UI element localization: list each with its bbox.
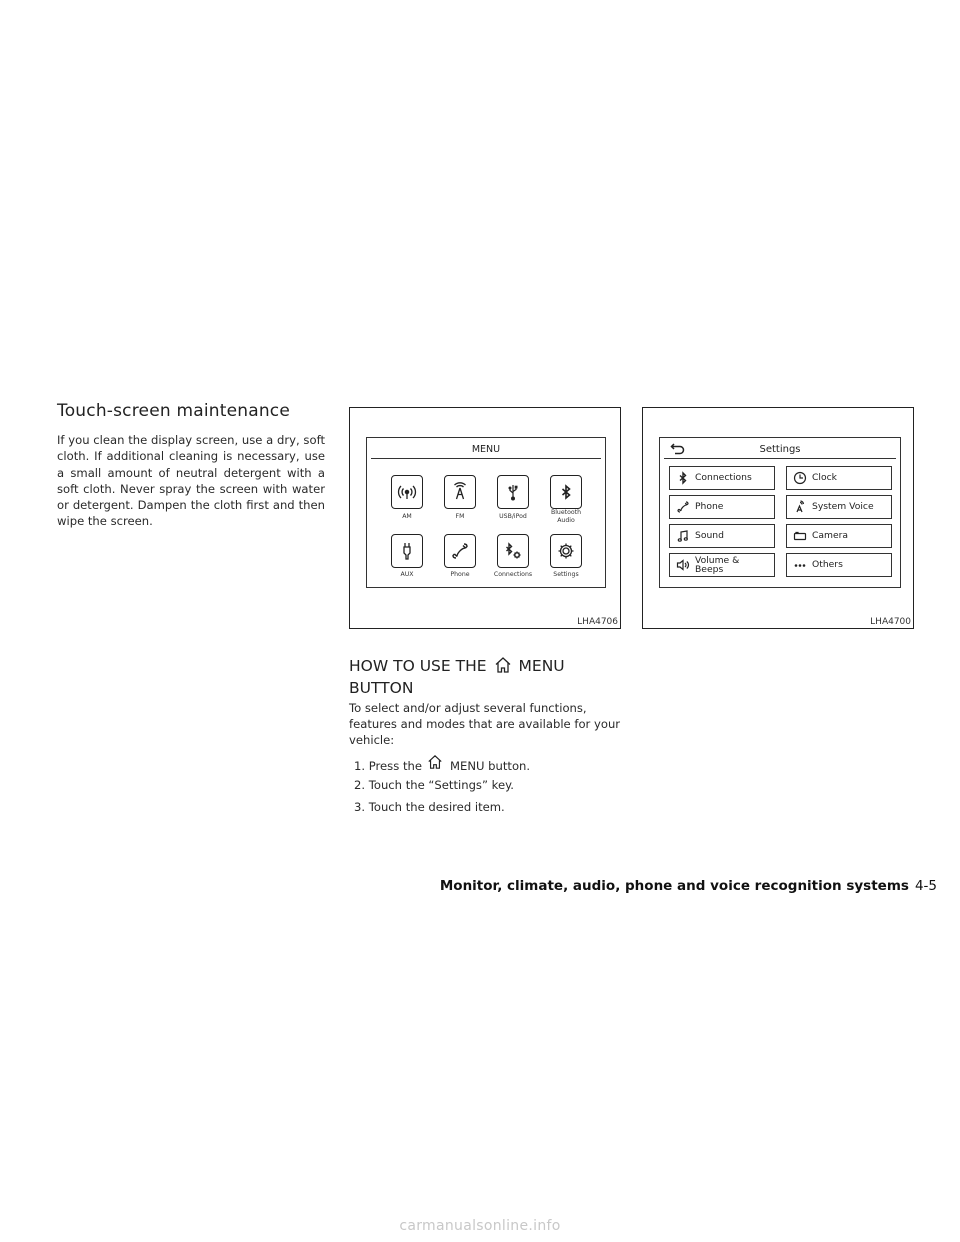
- camera-icon: [793, 529, 807, 543]
- menu-tile-connections[interactable]: [497, 534, 529, 568]
- section-body: If you clean the display screen, use a dry, soft cloth. If additional cleaning is necessary, use a small amount of neutral detergent with a soft cloth. Never spray the screen with water or detergent. Dampen the cloth first and then wipe the screen.: [57, 433, 325, 529]
- step-1: [354, 754, 530, 773]
- howto-title-suffix: MENU: [518, 657, 565, 675]
- settings-button-sound[interactable]: [669, 524, 775, 548]
- fm-radio-icon: [450, 482, 470, 502]
- howto-title: [349, 655, 609, 699]
- settings-button-camera[interactable]: [786, 524, 892, 548]
- bluetooth-gear-icon: [503, 541, 523, 561]
- menu-screen: [366, 437, 606, 588]
- step-2: 2. Touch the “Settings” key.: [354, 778, 514, 792]
- dots-icon: [793, 558, 807, 572]
- menu-tile-am[interactable]: [391, 475, 423, 509]
- menu-tile-aux[interactable]: [391, 534, 423, 568]
- menu-tile-usb[interactable]: [497, 475, 529, 509]
- section-title: Touch-screen maintenance: [57, 401, 291, 421]
- home-icon: [426, 754, 444, 770]
- menu-screen-title: MENU: [471, 444, 501, 455]
- watermark: carmanualsonline.info: [399, 1218, 561, 1234]
- speaker-icon: [676, 558, 690, 572]
- phone-icon: [676, 500, 690, 514]
- step-1-after: MENU button.: [449, 759, 531, 773]
- menu-tile-bluetooth-audio[interactable]: [550, 475, 582, 509]
- menu-tile-label: Phone: [450, 571, 470, 578]
- step-1-before: 1. Press the: [354, 759, 422, 773]
- footer-chapter-title: Monitor, climate, audio, phone and voice recognition systems: [439, 878, 909, 894]
- settings-button-system-voice[interactable]: [786, 495, 892, 519]
- settings-button-connections[interactable]: [669, 466, 775, 490]
- aux-icon: [397, 541, 417, 561]
- menu-tile-settings[interactable]: [550, 534, 582, 568]
- settings-button-volume-beeps[interactable]: [669, 553, 775, 577]
- usb-icon: [503, 482, 523, 502]
- settings-button-label: Volume & Beeps: [695, 554, 740, 575]
- clock-icon: [793, 471, 807, 485]
- menu-tile-label: FM: [455, 513, 465, 520]
- menu-tile-phone[interactable]: [444, 534, 476, 568]
- menu-tile-label: Connections: [493, 571, 533, 578]
- home-icon: [493, 656, 513, 674]
- settings-button-label: Camera: [812, 530, 849, 542]
- music-note-icon: [676, 529, 690, 543]
- settings-button-label: Connections: [695, 472, 752, 484]
- step-3: 3. Touch the desired item.: [354, 800, 505, 814]
- gear-icon: [556, 541, 576, 561]
- figure-settings-screen: [642, 407, 914, 629]
- settings-button-label: Clock: [812, 472, 837, 484]
- bluetooth-icon: [556, 482, 576, 502]
- figure-code: LHA4706: [577, 617, 618, 627]
- settings-button-phone[interactable]: [669, 495, 775, 519]
- settings-button-label: Phone: [695, 501, 724, 513]
- settings-button-clock[interactable]: [786, 466, 892, 490]
- am-radio-icon: [397, 482, 417, 502]
- settings-button-label: System Voice: [812, 501, 874, 513]
- howto-intro: To select and/or adjust several functions, features and modes that are available for your vehicle:: [349, 701, 621, 747]
- menu-tile-label: Bluetooth Audio: [550, 509, 582, 524]
- phone-icon: [450, 541, 470, 561]
- menu-tile-label: Settings: [553, 571, 579, 578]
- bluetooth-icon: [676, 471, 690, 485]
- menu-tile-label: AM: [402, 513, 412, 520]
- settings-screen-title: Settings: [759, 444, 801, 455]
- page-footer: [440, 878, 937, 894]
- figure-menu-screen: [349, 407, 621, 629]
- howto-title-prefix: HOW TO USE THE: [349, 657, 487, 675]
- settings-button-label: Others: [812, 559, 843, 571]
- settings-title-divider: [664, 458, 896, 459]
- settings-button-others[interactable]: [786, 553, 892, 577]
- settings-screen: [659, 437, 901, 588]
- menu-title-divider: [371, 458, 601, 459]
- menu-tile-label: AUX: [400, 571, 414, 578]
- howto-title-line2: BUTTON: [349, 679, 414, 697]
- settings-button-label: Sound: [695, 530, 724, 542]
- voice-icon: [793, 500, 807, 514]
- footer-page-number: 4-5: [914, 878, 937, 894]
- menu-tile-label: USB/iPod: [499, 513, 527, 520]
- figure-code: LHA4700: [870, 617, 911, 627]
- menu-tile-fm[interactable]: [444, 475, 476, 509]
